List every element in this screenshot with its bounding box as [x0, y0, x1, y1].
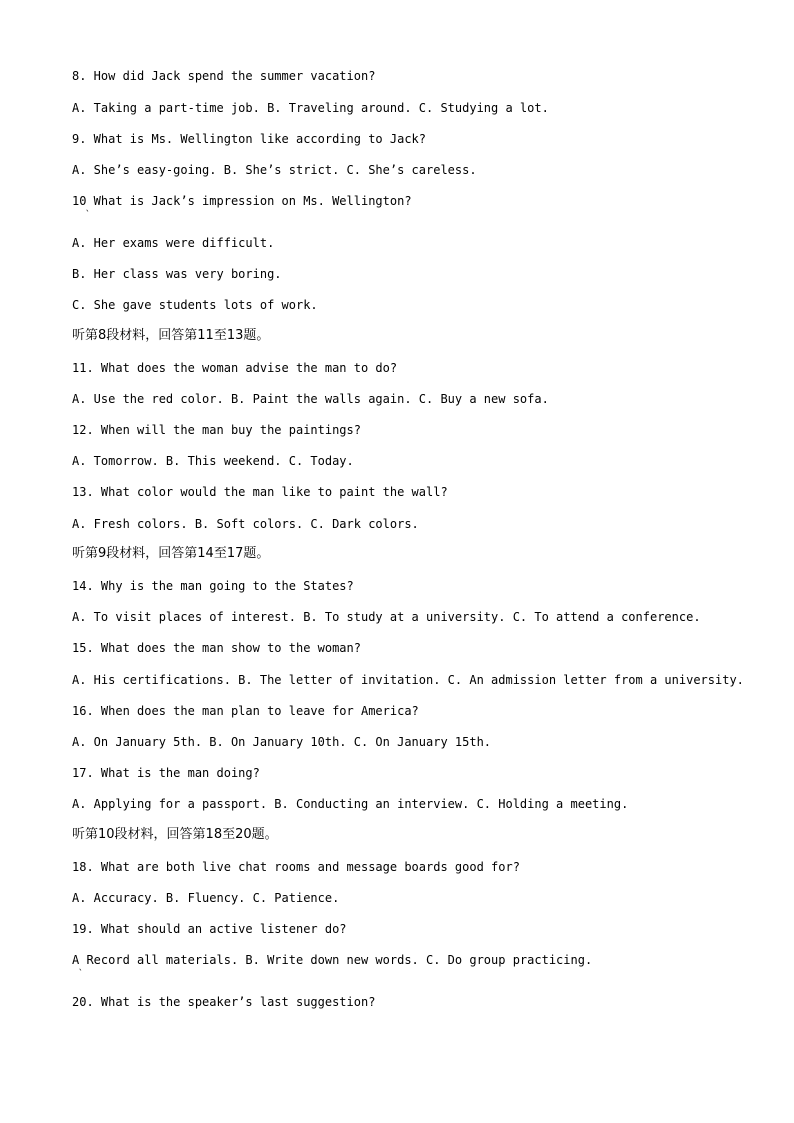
option-10a: A. Her exams were difficult.	[72, 236, 275, 250]
stray-mark: `	[85, 210, 91, 220]
options-8: A. Taking a part-time job. B. Traveling around. C. Studying a lot.	[72, 101, 549, 115]
question-9: 9. What is Ms. Wellington like according to Jack?	[72, 132, 427, 146]
question-11: 11. What does the woman advise the man to do?	[72, 361, 398, 375]
stray-mark: `	[78, 969, 84, 979]
options-14: A. To visit places of interest. B. To study at a university. C. To attend a conference.	[72, 610, 701, 624]
options-19: A Record all materials. B. Write down new words. C. Do group practicing.	[72, 953, 593, 967]
options-12: A. Tomorrow. B. This weekend. C. Today.	[72, 454, 354, 468]
option-10c: C. She gave students lots of work.	[72, 298, 318, 312]
options-18: A. Accuracy. B. Fluency. C. Patience.	[72, 891, 340, 905]
options-17: A. Applying for a passport. B. Conducting an interview. C. Holding a meeting.	[72, 797, 629, 811]
options-13: A. Fresh colors. B. Soft colors. C. Dark colors.	[72, 517, 419, 531]
option-10b: B. Her class was very boring.	[72, 267, 282, 281]
question-18: 18. What are both live chat rooms and message boards good for?	[72, 860, 520, 874]
question-13: 13. What color would the man like to paint the wall?	[72, 485, 448, 499]
question-19: 19. What should an active listener do?	[72, 922, 347, 936]
question-20: 20. What is the speaker’s last suggestion?	[72, 995, 376, 1009]
section-header-10: 听第10段材料，回答第18至20题。	[72, 827, 278, 842]
question-15: 15. What does the man show to the woman?	[72, 641, 361, 655]
options-9: A. She’s easy-going. B. She’s strict. C. She’s careless.	[72, 163, 477, 177]
question-17: 17. What is the man doing?	[72, 766, 260, 780]
question-8: 8. How did Jack spend the summer vacation?	[72, 69, 376, 83]
options-11: A. Use the red color. B. Paint the walls again. C. Buy a new sofa.	[72, 392, 549, 406]
question-14: 14. Why is the man going to the States?	[72, 579, 354, 593]
question-10: 10 What is Jack’s impression on Ms. Wellington?	[72, 194, 412, 208]
options-16: A. On January 5th. B. On January 10th. C. On January 15th.	[72, 735, 492, 749]
section-header-8: 听第8段材料，回答第11至13题。	[72, 328, 270, 343]
question-16: 16. When does the man plan to leave for America?	[72, 704, 419, 718]
question-12: 12. When will the man buy the paintings?	[72, 423, 361, 437]
section-header-9: 听第9段材料，回答第14至17题。	[72, 546, 270, 561]
options-15: A. His certifications. B. The letter of invitation. C. An admission letter from a university.	[72, 673, 744, 687]
